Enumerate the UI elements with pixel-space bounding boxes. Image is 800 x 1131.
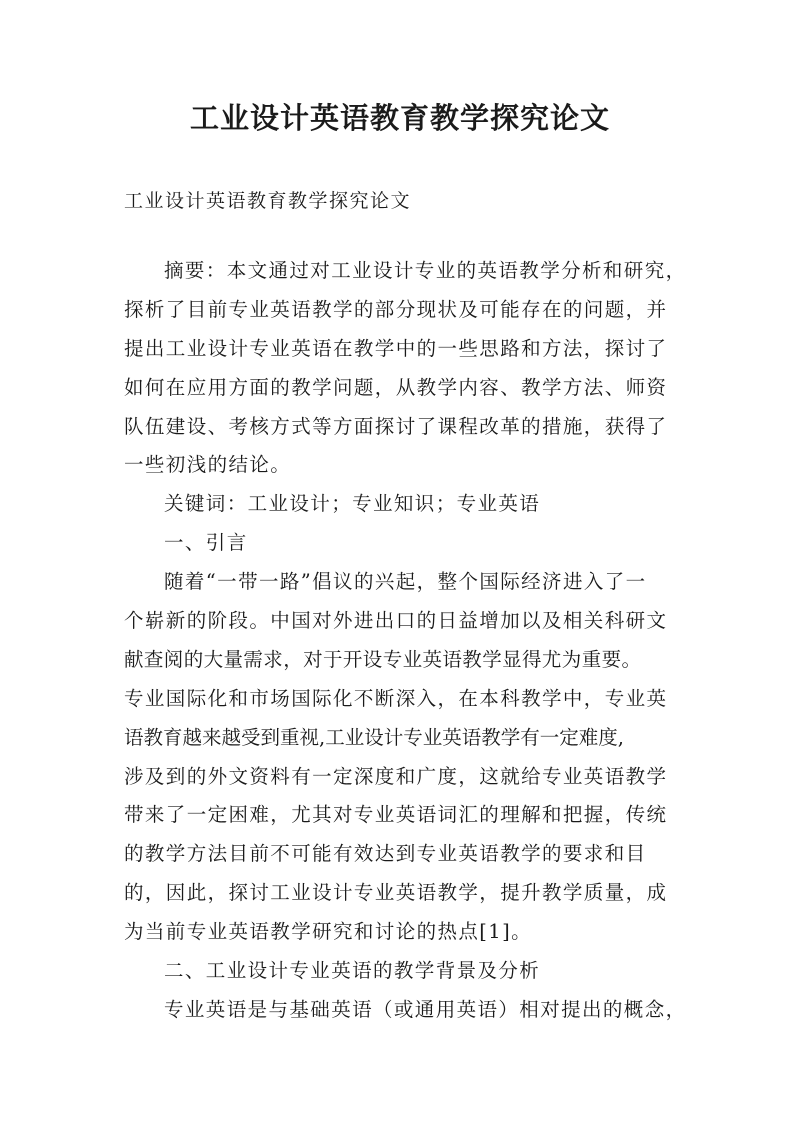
section-heading: 二、工业设计专业英语的教学背景及分析 <box>164 959 541 983</box>
paragraph-line: 的教学方法目前不可能有效达到专业英语教学的要求和目 <box>124 842 647 866</box>
paragraph-line: 的，因此，探讨工业设计专业英语教学，提升教学质量，成 <box>124 881 668 905</box>
document-subtitle: 工业设计英语教育教学探究论文 <box>124 190 412 212</box>
abstract-line: 提出工业设计专业英语在教学中的一些思路和方法，探讨了 <box>124 336 668 360</box>
abstract-line: 一些初浅的结论。 <box>124 453 292 477</box>
paragraph-line: 带来了一定困难，尤其对专业英语词汇的理解和把握，传统 <box>124 803 668 827</box>
keywords-line: 关键词：工业设计；专业知识；专业英语 <box>164 492 541 516</box>
abstract-line: 探析了目前专业英语教学的部分现状及可能存在的问题，并 <box>124 297 668 321</box>
abstract-line: 如何在应用方面的教学问题，从教学内容、教学方法、师资 <box>124 375 668 399</box>
paragraph-line: 个崭新的阶段。中国对外进出口的日益增加以及相关科研文 <box>124 609 668 633</box>
document-body <box>124 252 694 1030</box>
paragraph-line: 随着“一带一路”倡议的兴起，整个国际经济进入了一 <box>164 570 647 594</box>
paragraph-line: 献查阅的大量需求，对于开设专业英语教学显得尤为重要。 <box>124 647 642 671</box>
paragraph-line: 语教育越来越受到重视,工业设计专业英语教学有一定难度, <box>124 725 624 749</box>
paragraph-line: 为当前专业英语教学研究和讨论的热点[1]。 <box>124 920 533 944</box>
paragraph-line: 涉及到的外文资料有一定深度和广度，这就给专业英语教学 <box>124 764 668 788</box>
abstract-line: 队伍建设、考核方式等方面探讨了课程改革的措施，获得了 <box>124 414 668 438</box>
document-title: 工业设计英语教育教学探究论文 <box>189 101 610 135</box>
paragraph-line: 专业国际化和市场国际化不断深入，在本科教学中，专业英 <box>124 686 668 710</box>
paragraph-line: 专业英语是与基础英语（或通用英语）相对提出的概念， <box>164 997 687 1021</box>
section-heading: 一、引言 <box>164 531 248 555</box>
abstract-line: 摘要：本文通过对工业设计专业的英语教学分析和研究， <box>164 259 687 282</box>
